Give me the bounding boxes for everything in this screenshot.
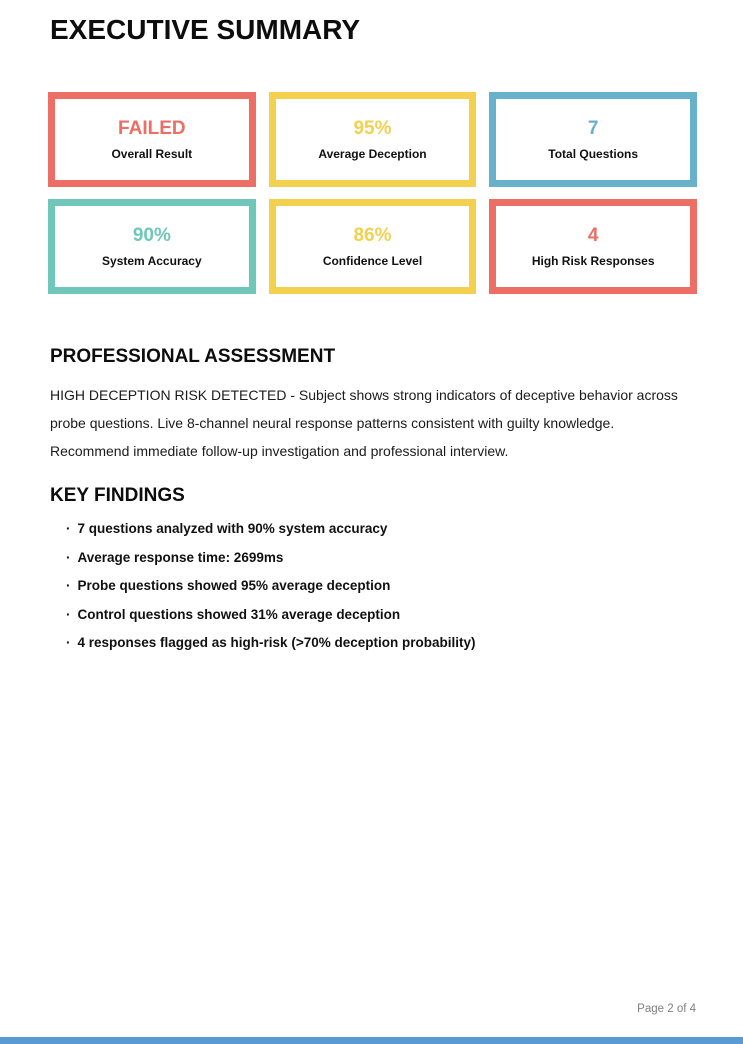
bullet-dot-icon: · <box>66 578 71 593</box>
stat-card-system-accuracy <box>48 199 256 294</box>
stat-card-label: Confidence Level <box>322 254 423 268</box>
stat-card-value: 86% <box>353 225 392 246</box>
section-heading-key-findings: KEY FINDINGS <box>50 485 185 506</box>
stat-card-label: Average Deception <box>318 147 427 161</box>
finding-item <box>66 521 695 537</box>
finding-text: 7 questions analyzed with 90% system accuracy <box>77 521 388 536</box>
key-findings-list <box>50 521 695 651</box>
stat-card-label: System Accuracy <box>102 254 202 268</box>
stat-cards-grid <box>48 92 697 294</box>
stat-card-total-questions <box>489 92 697 187</box>
stat-card-overall-result <box>48 92 256 187</box>
stat-card-value: 7 <box>587 118 599 139</box>
bullet-dot-icon: · <box>66 549 71 565</box>
footer-accent-bar <box>0 1037 743 1044</box>
stat-card-average-deception <box>269 92 477 187</box>
assessment-paragraph: HIGH DECEPTION RISK DETECTED - Subject shows strong indicators of deceptive behavior across probe questions. Live 8-channel neural response patterns consistent with guilty knowledge. Recommend immediate follow-up investigation and professional interview. <box>50 387 678 459</box>
finding-text: Average response time: 2699ms <box>77 549 284 565</box>
stat-card-value: 90% <box>132 225 171 246</box>
page-number: Page 2 of 4 <box>637 1003 696 1015</box>
finding-item <box>66 607 695 623</box>
stat-card-label: High Risk Responses <box>531 254 655 268</box>
stat-card-label: Total Questions <box>548 147 639 161</box>
stat-card-confidence-level <box>269 199 477 294</box>
section-heading-professional-assessment: PROFESSIONAL ASSESSMENT <box>50 346 336 367</box>
bullet-dot-icon: · <box>66 635 71 650</box>
finding-item <box>66 578 695 594</box>
page-title: EXECUTIVE SUMMARY <box>50 14 361 45</box>
stat-card-high-risk-responses <box>489 199 697 294</box>
stat-card-value: 4 <box>587 225 599 246</box>
finding-text: Control questions showed 31% average deception <box>77 606 401 622</box>
stat-card-value: 95% <box>353 118 392 139</box>
bullet-dot-icon: · <box>66 521 71 536</box>
bullet-dot-icon: · <box>66 606 71 622</box>
stat-card-value: FAILED <box>118 118 186 139</box>
finding-item <box>66 635 695 651</box>
finding-text: 4 responses flagged as high-risk (>70% deception probability) <box>77 635 476 650</box>
finding-text: Probe questions showed 95% average deception <box>77 578 391 593</box>
finding-item <box>66 550 695 566</box>
stat-card-label: Overall Result <box>111 147 193 161</box>
